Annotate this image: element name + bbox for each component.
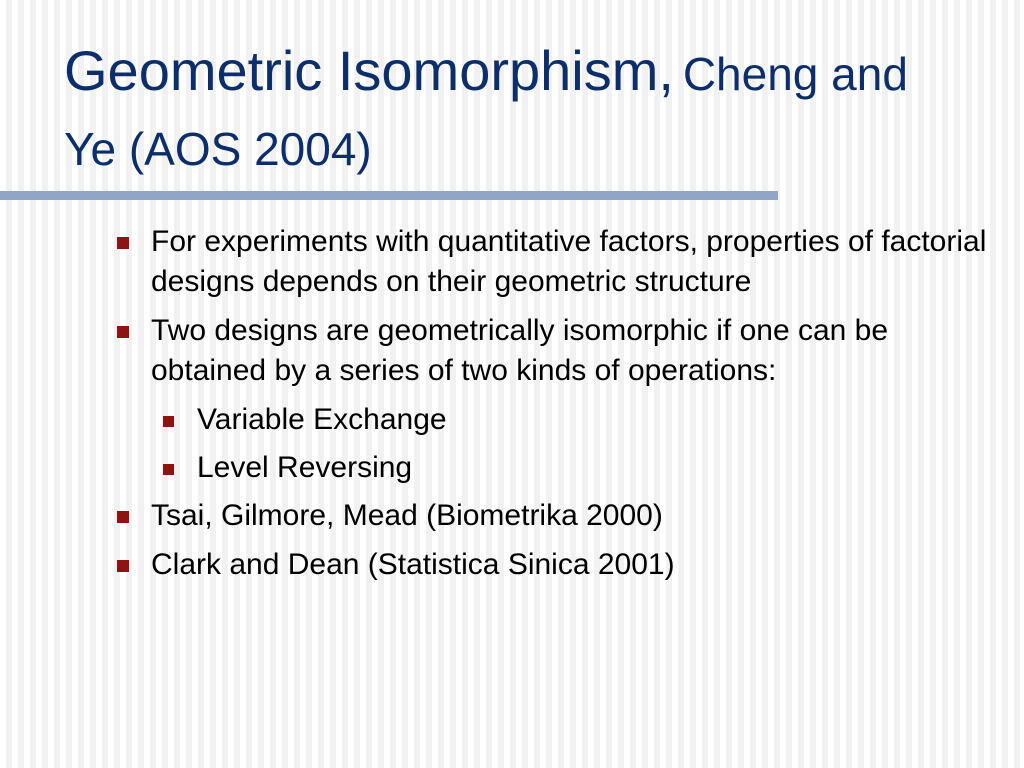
square-bullet-icon [117,326,129,338]
bullet-text: Clark and Dean (Statistica Sinica 2001) [151,548,675,581]
slide-title-main: Geometric Isomorphism, [64,39,674,102]
bullet-item [110,311,1010,391]
bullet-text: For experiments with quantitative factors, properties of factorial designs depends on their geometric structure [151,225,987,298]
sub-bullet-item [110,448,1010,488]
bullet-list [110,222,1010,594]
bullet-text: Tsai, Gilmore, Mead (Biometrika 2000) [151,499,663,532]
sub-bullet-text: Variable Exchange [197,403,447,436]
square-bullet-icon [163,416,174,427]
bullet-item [110,222,1010,302]
slide-title-sub: Cheng and Ye (AOS 2004) [64,48,908,175]
square-bullet-icon [117,560,129,572]
title-divider [0,191,778,200]
square-bullet-icon [163,464,174,475]
sub-bullet-item [110,400,1010,440]
sub-bullet-text: Level Reversing [197,451,413,484]
bullet-text: Two designs are geometrically isomorphic if one can be obtained by a series of two kinds of operations: [151,314,889,387]
square-bullet-icon [117,237,129,249]
slide-title [64,36,964,189]
bullet-item [110,496,1010,536]
bullet-item [110,545,1010,585]
square-bullet-icon [117,511,129,523]
